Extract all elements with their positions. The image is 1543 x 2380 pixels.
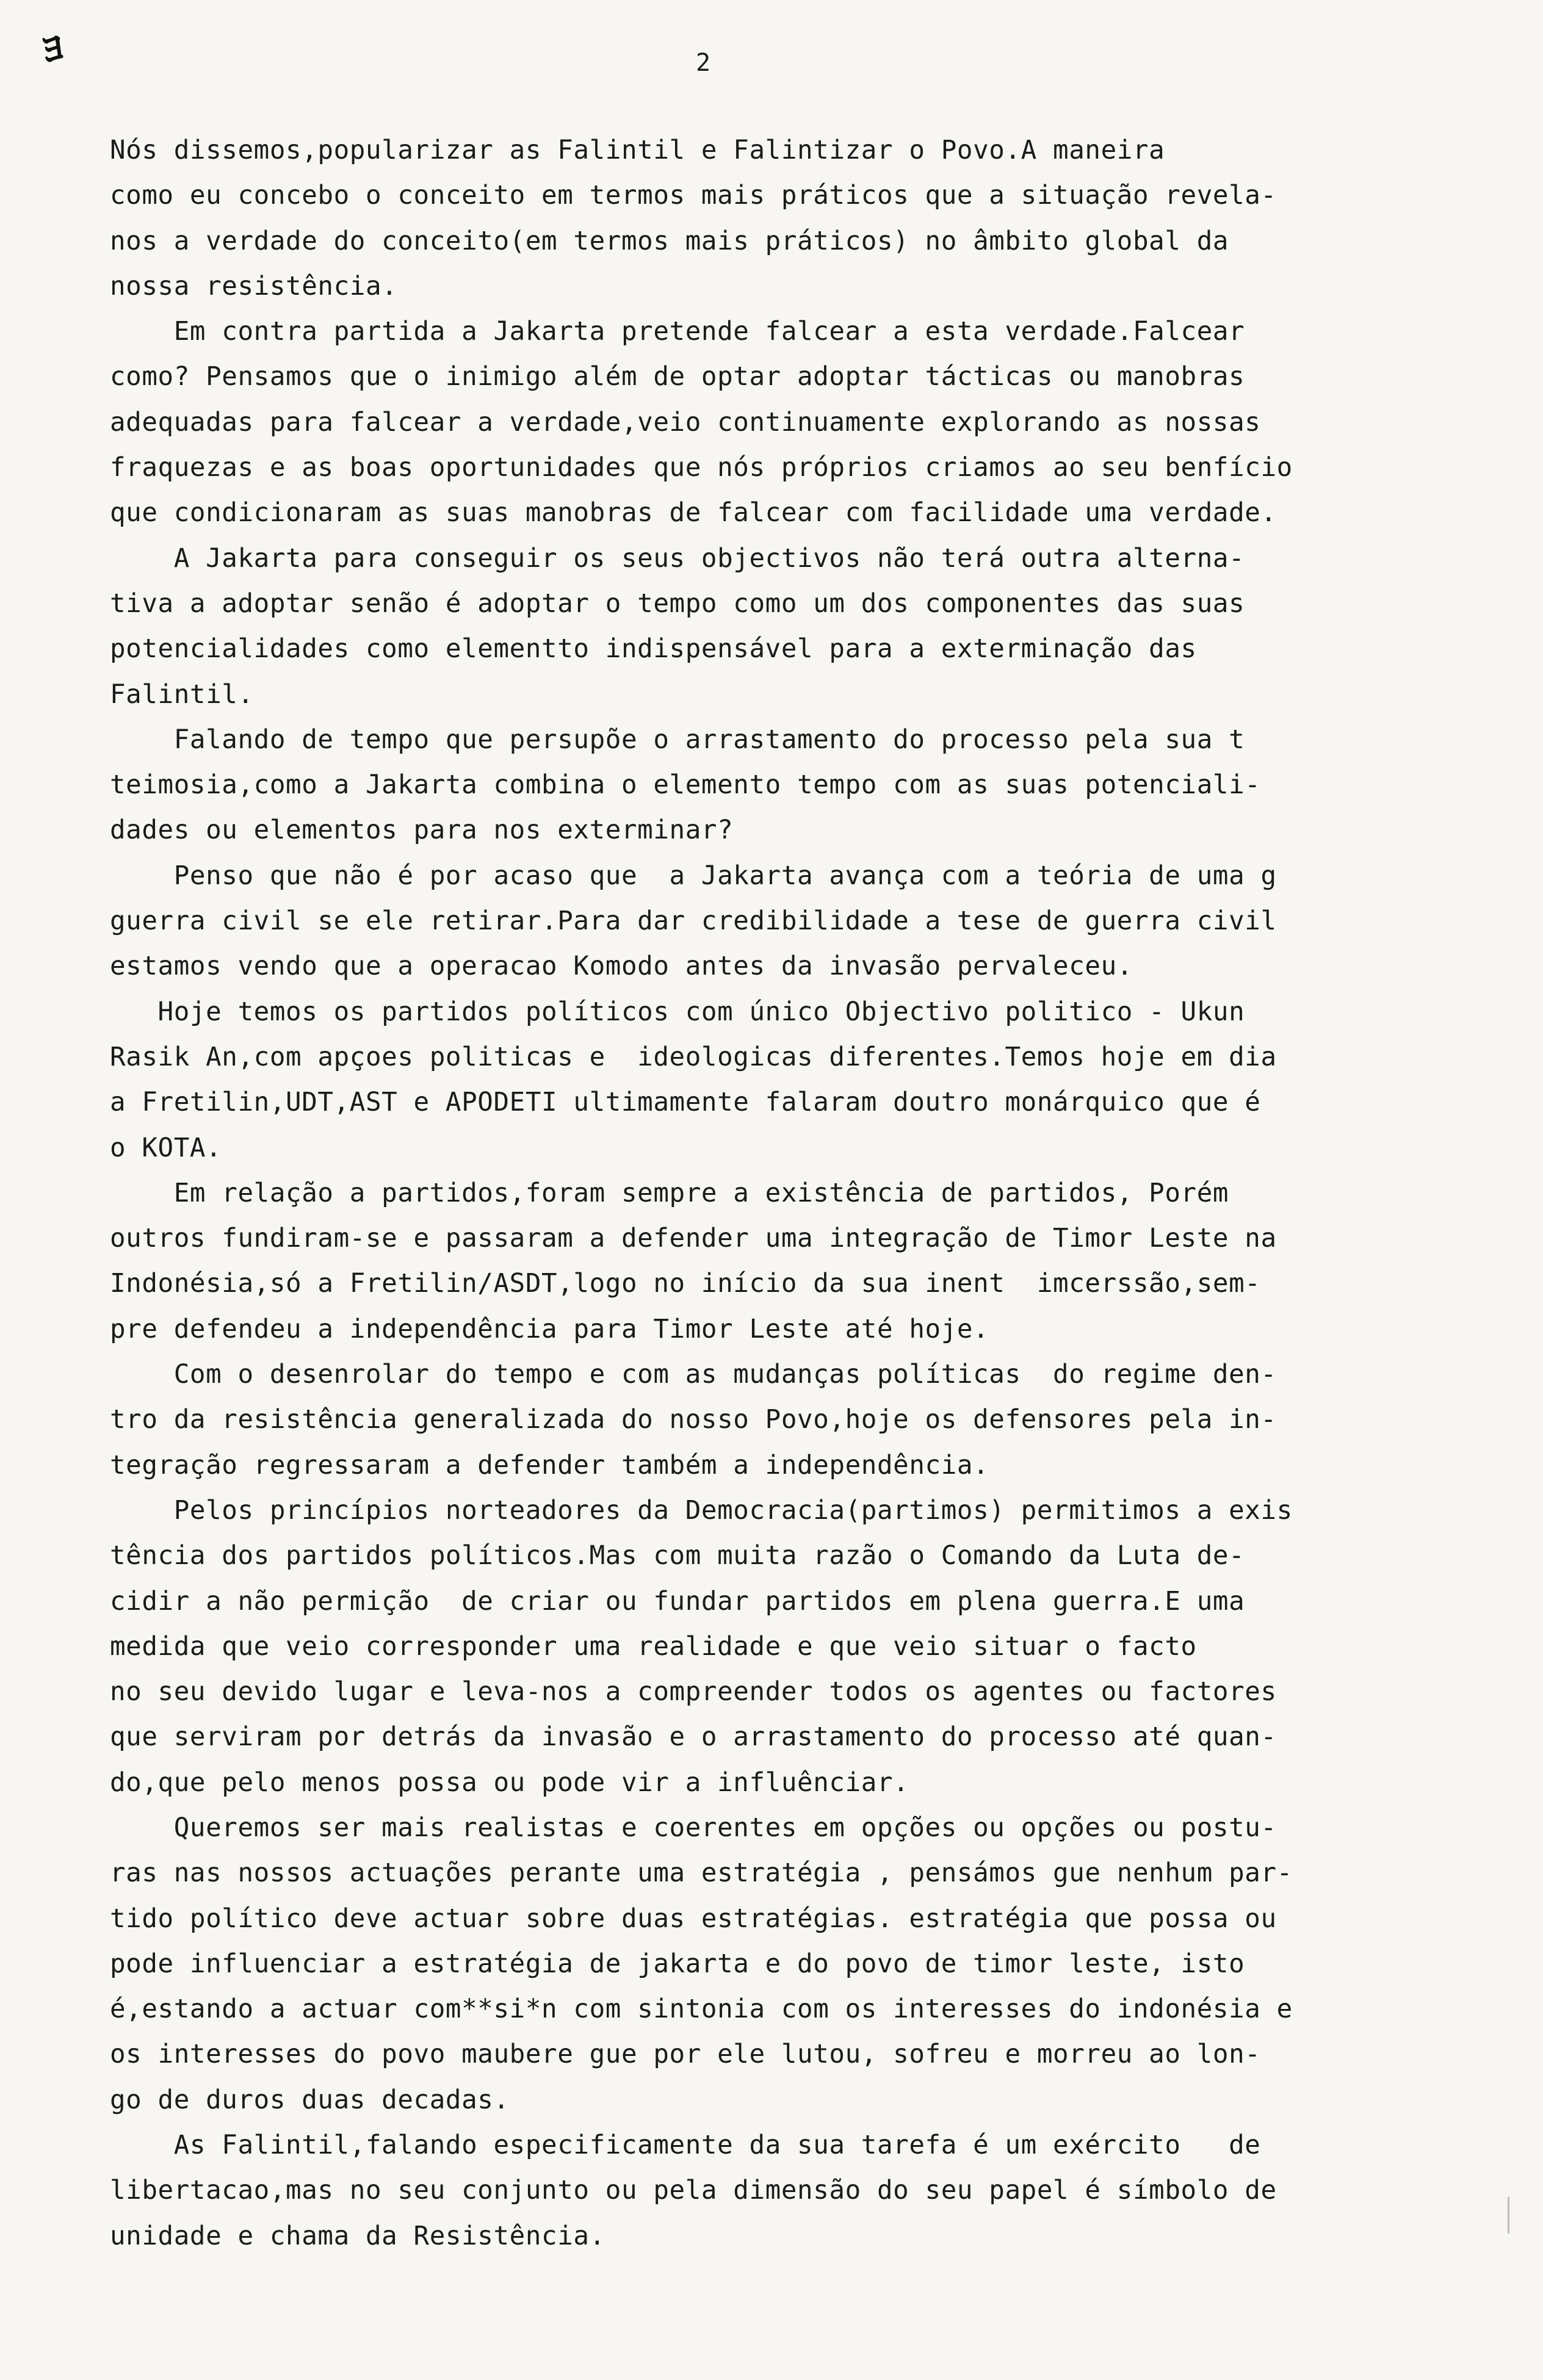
text-line: como eu concebo o conceito em termos mais práticos que a situação revela- xyxy=(110,181,1277,211)
text-line: guerra civil se ele retirar.Para dar credibilidade a tese de guerra civil xyxy=(110,906,1277,937)
text-line: nos a verdade do conceito(em termos mais práticos) no âmbito global da xyxy=(110,226,1229,256)
text-line: tegração regressaram a defender também a independência. xyxy=(110,1450,989,1480)
page-number: 2 xyxy=(696,49,712,77)
text-line: outros fundiram-se e passaram a defender uma integração de Timor Leste na xyxy=(110,1224,1277,1254)
text-line: tido político deve actuar sobre duas estratégias. estratégia que possa ou xyxy=(110,1903,1277,1934)
text-line: Indonésia,só a Fretilin/ASDT,logo no início da sua inent imcerssão,sem- xyxy=(110,1269,1261,1299)
text-line: no seu devido lugar e leva-nos a compreender todos os agentes ou factores xyxy=(110,1677,1277,1707)
text-line: estamos vendo que a operacao Komodo antes da invasão pervaleceu. xyxy=(110,951,1133,982)
text-line: cidir a não permição de criar ou fundar partidos em plena guerra.E uma xyxy=(110,1586,1245,1617)
text-line: Rasik An,com apçoes politicas e ideologicas diferentes.Temos hoje em dia xyxy=(110,1042,1277,1072)
text-line: Com o desenrolar do tempo e com as mudanças políticas do regime den- xyxy=(110,1360,1277,1390)
scan-speck xyxy=(1508,2197,1509,2234)
text-line: Hoje temos os partidos políticos com único Objectivo politico - Ukun xyxy=(110,997,1245,1027)
text-line: A Jakarta para conseguir os seus objectivos não terá outra alterna- xyxy=(110,543,1245,574)
text-line: o KOTA. xyxy=(110,1133,222,1163)
text-line: tência dos partidos políticos.Mas com muita razão o Comando da Luta de- xyxy=(110,1541,1245,1571)
text-line: a Fretilin,UDT,AST e APODETI ultimamente falaram doutro monárquico que é xyxy=(110,1087,1261,1118)
text-line: que serviram por detrás da invasão e o arrastamento do processo até quan- xyxy=(110,1722,1277,1753)
text-line: tiva a adoptar senão é adoptar o tempo como um dos componentes das suas xyxy=(110,588,1245,619)
typewritten-body xyxy=(110,128,1471,2259)
text-line: libertacao,mas no seu conjunto ou pela dimensão do seu papel é símbolo de xyxy=(110,2176,1277,2206)
text-line: do,que pelo menos possa ou pode vir a influênciar. xyxy=(110,1767,909,1798)
text-line: como? Pensamos que o inimigo além de optar adoptar tácticas ou manobras xyxy=(110,362,1245,392)
text-line: potencialidades como elementto indispensável para a exterminação das xyxy=(110,634,1197,665)
text-line: Falintil. xyxy=(110,679,254,710)
text-line: pre defendeu a independência para Timor Leste até hoje. xyxy=(110,1314,989,1344)
text-line: Em contra partida a Jakarta pretende falcear a esta verdade.Falcear xyxy=(110,317,1245,347)
text-line: tro da resistência generalizada do nosso Povo,hoje os defensores pela in- xyxy=(110,1405,1277,1435)
text-line: nossa resistência. xyxy=(110,271,398,301)
text-line: fraquezas e as boas oportunidades que nós próprios criamos ao seu benfício xyxy=(110,453,1293,483)
text-line: Penso que não é por acaso que a Jakarta avança com a teória de uma g xyxy=(110,860,1277,891)
text-line: Pelos princípios norteadores da Democracia(partimos) permitimos a exis xyxy=(110,1495,1293,1526)
text-line: Falando de tempo que persupõe o arrastamento do processo pela sua t xyxy=(110,724,1245,755)
text-line: Em relação a partidos,foram sempre a existência de partidos, Porém xyxy=(110,1178,1229,1208)
text-line: adequadas para falcear a verdade,veio continuamente explorando as nossas xyxy=(110,407,1261,438)
text-line: go de duros duas decadas. xyxy=(110,2085,510,2115)
text-line: pode influenciar a estratégia de jakarta e do povo de timor leste, isto xyxy=(110,1949,1245,1979)
text-line: As Falintil,falando especificamente da sua tarefa é um exército de xyxy=(110,2130,1261,2161)
text-line: que condicionaram as suas manobras de falcear com facilidade uma verdade. xyxy=(110,498,1277,528)
text-line: é,estando a actuar com**si*n com sintonia com os interesses do indonésia e xyxy=(110,1994,1293,2025)
ink-mark: ﾖ xyxy=(38,25,68,74)
text-line: unidade e chama da Resistência. xyxy=(110,2221,605,2251)
text-line: dades ou elementos para nos exterminar? xyxy=(110,815,734,846)
text-line: Queremos ser mais realistas e coerentes em opções ou opções ou postu- xyxy=(110,1812,1277,1843)
text-line: teimosia,como a Jakarta combina o elemento tempo com as suas potenciali- xyxy=(110,770,1261,801)
text-line: ras nas nossos actuações perante uma estratégia , pensámos gue nenhum par- xyxy=(110,1858,1293,1889)
text-line: medida que veio corresponder uma realidade e que veio situar o facto xyxy=(110,1631,1197,1662)
text-line: Nós dissemos,popularizar as Falintil e Falintizar o Povo.A maneira xyxy=(110,135,1165,165)
text-line: os interesses do povo maubere gue por ele lutou, sofreu e morreu ao lon- xyxy=(110,2039,1261,2070)
